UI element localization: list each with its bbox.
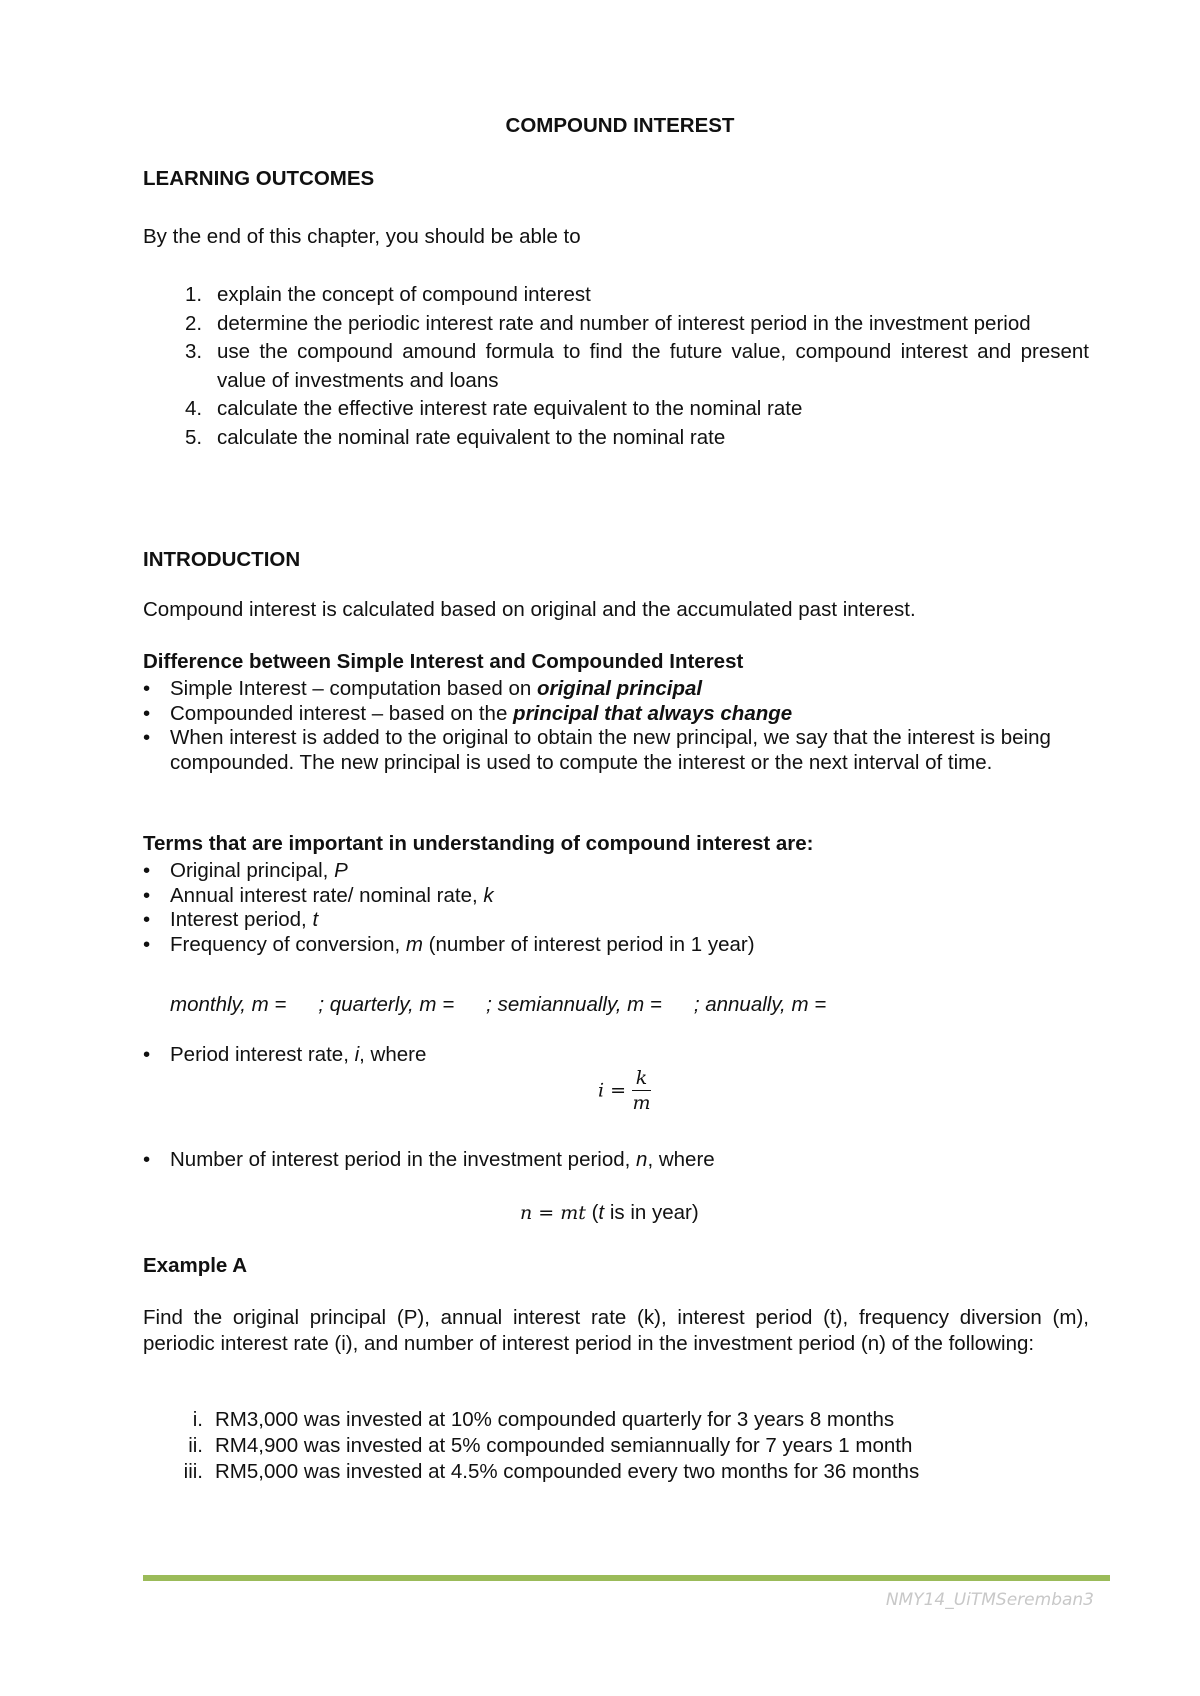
- example-a-heading: Example A: [143, 1254, 248, 1277]
- list-item: [143, 310, 1089, 339]
- term-text: Frequency of conversion,: [170, 932, 406, 956]
- term-text: , where: [647, 1148, 715, 1171]
- footer-divider: [143, 1575, 1110, 1581]
- list-item: [143, 859, 1089, 884]
- list-item: [143, 1433, 1089, 1459]
- example-a-text: Find the original principal (P), annual interest rate (k), interest period (t), frequency diversion (m), periodic interest rate (i), and number of interest period in the investment period (n) of the following:: [143, 1306, 1089, 1355]
- formula-num-periods: n = mt (t is in year): [520, 1201, 699, 1224]
- list-number: iii.: [183, 1460, 203, 1483]
- bullet-emphasis: original principal: [536, 677, 703, 700]
- list-text: RM5,000 was invested at 4.5% compounded every two months for 36 months: [215, 1460, 920, 1483]
- term-variable: k: [483, 883, 494, 907]
- list-text: use the compound amound formula to find the future value, compound interest and present value of investments and loans: [217, 340, 1089, 392]
- term-text: Period interest rate,: [170, 1043, 355, 1066]
- term-variable: m: [405, 932, 423, 956]
- freq-quarterly: ; quarterly, m =: [318, 993, 455, 1016]
- list-number: 1.: [185, 283, 203, 306]
- term-text: (number of interest period in 1 year): [422, 932, 755, 956]
- term-variable: t: [312, 908, 319, 931]
- formula-lhs: i =: [598, 1079, 627, 1102]
- list-item: [143, 281, 1089, 310]
- bullet-emphasis: principal that always change: [513, 701, 793, 725]
- list-text: RM4,900 was invested at 5% compounded semiannually for 7 years 1 month: [215, 1434, 913, 1457]
- introduction-text: Compound interest is calculated based on original and the accumulated past interest.: [143, 598, 916, 621]
- term-variable: i: [354, 1043, 360, 1066]
- list-item: [143, 424, 1089, 453]
- list-item: [143, 677, 1089, 702]
- introduction-heading: INTRODUCTION: [143, 548, 301, 571]
- list-item: [143, 884, 1089, 909]
- period-rate-item: [143, 1043, 1089, 1068]
- list-item: [143, 726, 1089, 775]
- difference-heading: Difference between Simple Interest and Compounded Interest: [143, 650, 744, 673]
- list-number: 5.: [185, 425, 203, 449]
- list-text: determine the periodic interest rate and number of interest period in the investment period: [217, 311, 1031, 335]
- term-variable: n: [636, 1148, 648, 1171]
- list-number: 4.: [185, 397, 203, 420]
- list-number: ii.: [188, 1434, 203, 1457]
- formula-period-rate: [598, 1067, 651, 1114]
- list-text: calculate the nominal rate equivalent to the nominal rate: [217, 425, 726, 449]
- terms-list: [143, 859, 1089, 957]
- list-text: explain the concept of compound interest: [217, 283, 591, 306]
- list-item: [143, 1043, 1089, 1068]
- fraction-numerator: k: [632, 1067, 652, 1091]
- bullet-text: When interest is added to the original to obtain the new principal, we say that the interest is being compounded. The new principal is used to compute the interest or the next interval of time.: [170, 726, 1051, 774]
- freq-annually: ; annually, m =: [693, 993, 827, 1016]
- learning-outcomes-intro: By the end of this chapter, you should be able to: [143, 225, 581, 248]
- footer-text: NMY14_UiTMSeremban3: [885, 1590, 1094, 1610]
- frequency-line: [170, 993, 826, 1017]
- list-item: [143, 933, 1089, 958]
- list-text: RM3,000 was invested at 10% compounded quarterly for 3 years 8 months: [215, 1408, 895, 1431]
- formula-note: is in year): [604, 1201, 699, 1224]
- list-item: [143, 908, 1089, 933]
- learning-outcomes-heading: LEARNING OUTCOMES: [143, 167, 375, 190]
- term-text: Annual interest rate/ nominal rate,: [170, 883, 484, 907]
- freq-monthly: monthly, m =: [170, 993, 287, 1016]
- list-number: 2.: [185, 311, 203, 335]
- list-number: 3.: [185, 340, 203, 363]
- term-text: Original principal,: [170, 859, 335, 882]
- list-number: i.: [192, 1408, 203, 1431]
- list-item: [143, 395, 1089, 424]
- page-title: COMPOUND INTEREST: [505, 114, 735, 137]
- term-text: Number of interest period in the investment period,: [170, 1148, 637, 1171]
- terms-heading: Terms that are important in understanding of compound interest are:: [143, 832, 814, 855]
- formula-variable: t: [598, 1201, 605, 1224]
- formula-equation: n = mt: [520, 1202, 586, 1224]
- example-a-list: [143, 1407, 1089, 1485]
- list-item: [143, 1148, 1089, 1173]
- fraction-denominator: m: [632, 1092, 651, 1114]
- bullet-text: Simple Interest – computation based on: [170, 677, 537, 700]
- num-periods-item: [143, 1148, 1089, 1173]
- formula-fraction: [632, 1067, 652, 1114]
- term-variable: P: [334, 859, 348, 882]
- difference-list: [143, 677, 1089, 775]
- bullet-text: Compounded interest – based on the: [170, 701, 514, 725]
- learning-outcomes-list: [143, 281, 1089, 452]
- term-text: , where: [359, 1043, 427, 1066]
- list-item: [143, 1459, 1089, 1485]
- list-item: [143, 702, 1089, 727]
- term-text: Interest period,: [170, 908, 313, 931]
- freq-semiannually: ; semiannually, m =: [486, 993, 662, 1016]
- list-item: [143, 1407, 1089, 1433]
- list-item: [143, 338, 1089, 395]
- list-text: calculate the effective interest rate equivalent to the nominal rate: [217, 397, 803, 420]
